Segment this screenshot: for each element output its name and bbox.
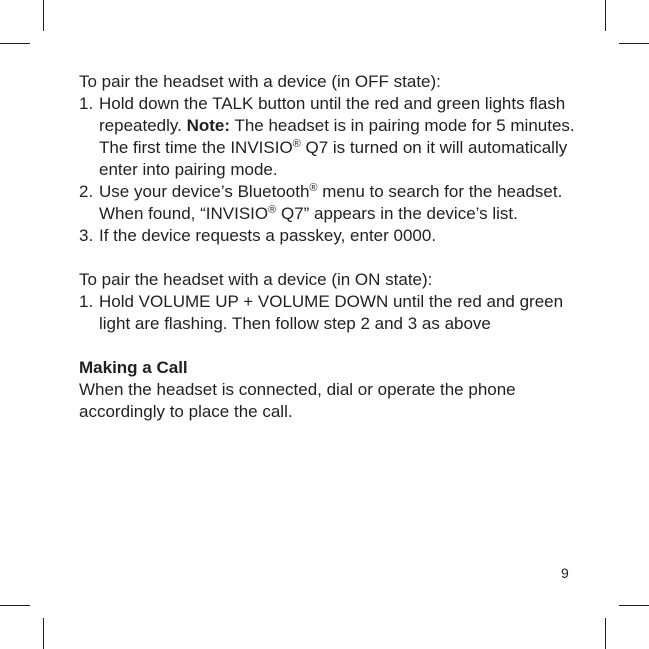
- making-call-body: When the headset is connected, dial or operate the phone accordingly to place the call.: [79, 380, 516, 421]
- step-number: 1.: [79, 292, 94, 311]
- crop-mark-top-left-horizontal: [0, 43, 30, 44]
- step-number: 2.: [79, 182, 94, 201]
- step-text: Hold VOLUME UP + VOLUME DOWN until the red and green light are flashing. Then follow step 2 and 3 as above: [99, 292, 564, 333]
- step-text: The headset is in pairing mode for 5 minutes. The first time the INVISIO: [99, 116, 575, 157]
- crop-mark-top-right-vertical: [605, 0, 606, 31]
- note-label: Note:: [186, 116, 231, 135]
- pairing-off-step-3: [79, 225, 579, 247]
- pairing-off-step-2: [79, 181, 579, 225]
- registered-mark: ®: [309, 182, 318, 194]
- step-number: 3.: [79, 226, 94, 245]
- step-text: Use your device’s Bluetooth: [99, 182, 310, 201]
- page-content: [79, 71, 579, 423]
- pairing-off-intro: To pair the headset with a device (in OFF state):: [79, 72, 441, 91]
- registered-mark: ®: [268, 204, 277, 216]
- page-number: 9: [561, 565, 569, 581]
- crop-mark-bottom-left-vertical: [43, 618, 44, 649]
- pairing-off-step-1: [79, 93, 579, 181]
- crop-mark-bottom-right-vertical: [605, 618, 606, 649]
- crop-mark-bottom-right-horizontal: [619, 605, 649, 606]
- crop-mark-top-left-vertical: [43, 0, 44, 31]
- step-text: If the device requests a passkey, enter 0000.: [99, 226, 437, 245]
- pairing-off-steps: [79, 93, 579, 247]
- step-text: Q7 is turned on it will automatically enter into pairing mode.: [99, 138, 568, 179]
- registered-mark: ®: [292, 138, 301, 150]
- pairing-on-intro: To pair the headset with a device (in ON state):: [79, 270, 433, 289]
- crop-mark-bottom-left-horizontal: [0, 605, 30, 606]
- step-text: Q7” appears in the device’s list.: [276, 204, 518, 223]
- spacer: [79, 247, 579, 269]
- making-call-heading: Making a Call: [79, 358, 188, 377]
- step-number: 1.: [79, 94, 94, 113]
- pairing-on-step-1: [79, 291, 579, 335]
- step-text: menu to search for the headset. When found, “INVISIO: [99, 182, 563, 223]
- spacer: [79, 335, 579, 357]
- step-text: Hold down the TALK button until the red and green lights flash repeatedly.: [99, 94, 566, 135]
- pairing-on-steps: [79, 291, 579, 335]
- crop-mark-top-right-horizontal: [619, 43, 649, 44]
